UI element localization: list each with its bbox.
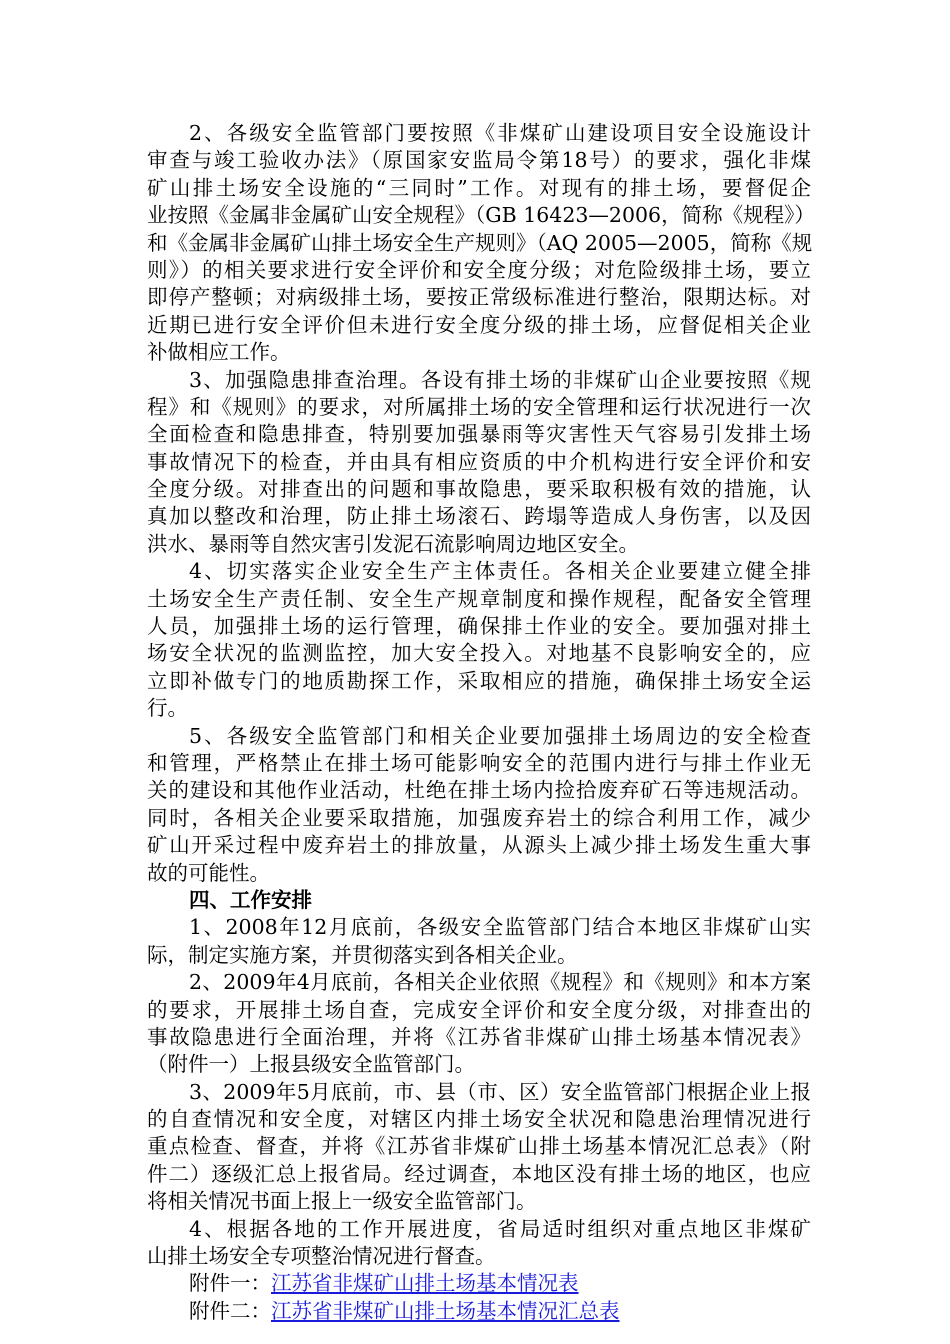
text-line: 审查与竣工验收办法》（原国家安监局令第18号）的要求，强化非煤 [147,148,811,173]
text-line: 真加以整改和治理，防止排土场滚石、跨塌等造成人身伤害，以及因 [147,504,811,529]
text-line: 补做相应工作。 [147,340,291,365]
text-line: 矿山排土场安全设施的“三同时”工作。对现有的排土场，要督促企 [147,175,811,200]
text-line: 4、切实落实企业安全生产主体责任。各相关企业要建立健全排 [189,559,811,584]
paragraph-item-4 [147,558,811,722]
attachment-link-1[interactable]: 江苏省非煤矿山排土场基本情况表 [271,1271,579,1296]
paragraph-item-2 [147,120,815,367]
attachment-prefix: 附件二： [189,1298,271,1323]
attachment-1 [147,1270,811,1297]
text-line: 人员，加强排土场的运行管理，确保排土作业的安全。要加强对排土 [147,614,811,639]
text-line: 1、2008年12月底前，各级安全监管部门结合本地区非煤矿山实 [189,915,811,940]
attachment-2 [147,1298,811,1325]
text-line: 事故隐患进行全面治理，并将《江苏省非煤矿山排土场基本情况表》 [147,1024,811,1049]
text-line: 的要求，开展排土场自查，完成安全评价和安全度分级，对排查出的 [147,997,811,1022]
text-line: 业按照《金属非金属矿山安全规程》（GB 16423—2006，简称《规程》） [147,203,815,228]
schedule-item-2 [147,969,811,1079]
text-line: 3、2009年5月底前，市、县（市、区）安全监管部门根据企业上报 [189,1079,811,1104]
text-line: 和《金属非金属矿山排土场安全生产规则》（AQ 2005—2005，简称《规 [147,230,813,255]
text-line: 全度分级。对排查出的问题和事故隐患，要采取积极有效的措施，认 [147,477,811,502]
text-line: （附件一）上报县级安全监管部门。 [147,1052,475,1077]
text-line: 洪水、暴雨等自然灾害引发泥石流影响周边地区安全。 [147,531,639,556]
text-line: 行。 [147,696,188,721]
text-line: 际，制定实施方案，并贯彻落实到各相关企业。 [147,942,578,967]
text-line: 场安全状况的监测监控，加大安全投入。对地基不良影响安全的，应 [147,641,811,666]
text-line: 3、加强隐患排查治理。各设有排土场的非煤矿山企业要按照《规 [189,367,811,392]
text-line: 2、各级安全监管部门要按照《非煤矿山建设项目安全设施设计 [189,121,811,145]
text-line: 立即补做专门的地质勘探工作，采取相应的措施，确保排土场安全运 [147,668,811,693]
text-line: 4、根据各地的工作开展进度，省局适时组织对重点地区非煤矿 [189,1216,811,1241]
text-line: 即停产整顿；对病级排土场，要按正常级标准进行整治，限期达标。对 [147,285,811,310]
attachment-link-2[interactable]: 江苏省非煤矿山排土场基本情况汇总表 [271,1298,620,1323]
text-line: 和管理，严格禁止在排土场可能影响安全的范围内进行与排土作业无 [147,750,811,775]
text-line: 全面检查和隐患排查，特别要加强暴雨等灾害性天气容易引发排土场 [147,422,811,447]
section-heading: 四、工作安排 [189,887,312,912]
attachment-prefix: 附件一： [189,1271,271,1296]
text-line: 2、2009年4月底前，各相关企业依照《规程》和《规则》和本方案 [189,970,811,995]
text-line: 关的建设和其他作业活动，杜绝在排土场内捡拾废弃矿石等违规活动。 [147,778,811,803]
document-page [147,120,815,1325]
text-line: 将相关情况书面上报上一级安全监管部门。 [147,1189,537,1214]
text-line: 土场安全生产责任制、安全生产规章制度和操作规程，配备安全管理 [147,586,811,611]
schedule-item-3 [147,1079,811,1216]
text-line: 同时，各相关企业要采取措施，加强废弃岩土的综合利用工作，减少 [147,805,811,830]
paragraph-item-5 [147,723,811,887]
text-line: 5、各级安全监管部门和相关企业要加强排土场周边的安全检查 [189,723,811,748]
text-line: 件二）逐级汇总上报省局。经过调查，本地区没有排土场的地区，也应 [147,1161,811,1186]
text-line: 程》和《规则》的要求，对所属排土场的安全管理和运行状况进行一次 [147,394,811,419]
text-line: 矿山开采过程中废弃岩土的排放量，从源头上减少排土场发生重大事 [147,833,811,858]
paragraph-item-3 [147,367,811,559]
text-line: 山排土场安全专项整治情况进行督查。 [147,1244,496,1269]
schedule-item-4 [147,1216,811,1271]
text-line: 事故情况下的检查，并由具有相应资质的中介机构进行安全评价和安 [147,449,811,474]
text-line: 近期已进行安全评价但未进行安全度分级的排土场，应督促相关企业 [147,312,811,337]
schedule-item-1 [147,914,811,969]
text-line: 的自查情况和安全度，对辖区内排土场安全状况和隐患治理情况进行 [147,1107,811,1132]
text-line: 重点检查、督查，并将《江苏省非煤矿山排土场基本情况汇总表》（附 [147,1134,811,1159]
text-line: 故的可能性。 [147,860,270,885]
text-line: 则》）的相关要求进行安全评价和安全度分级；对危险级排土场，要立 [147,257,811,282]
